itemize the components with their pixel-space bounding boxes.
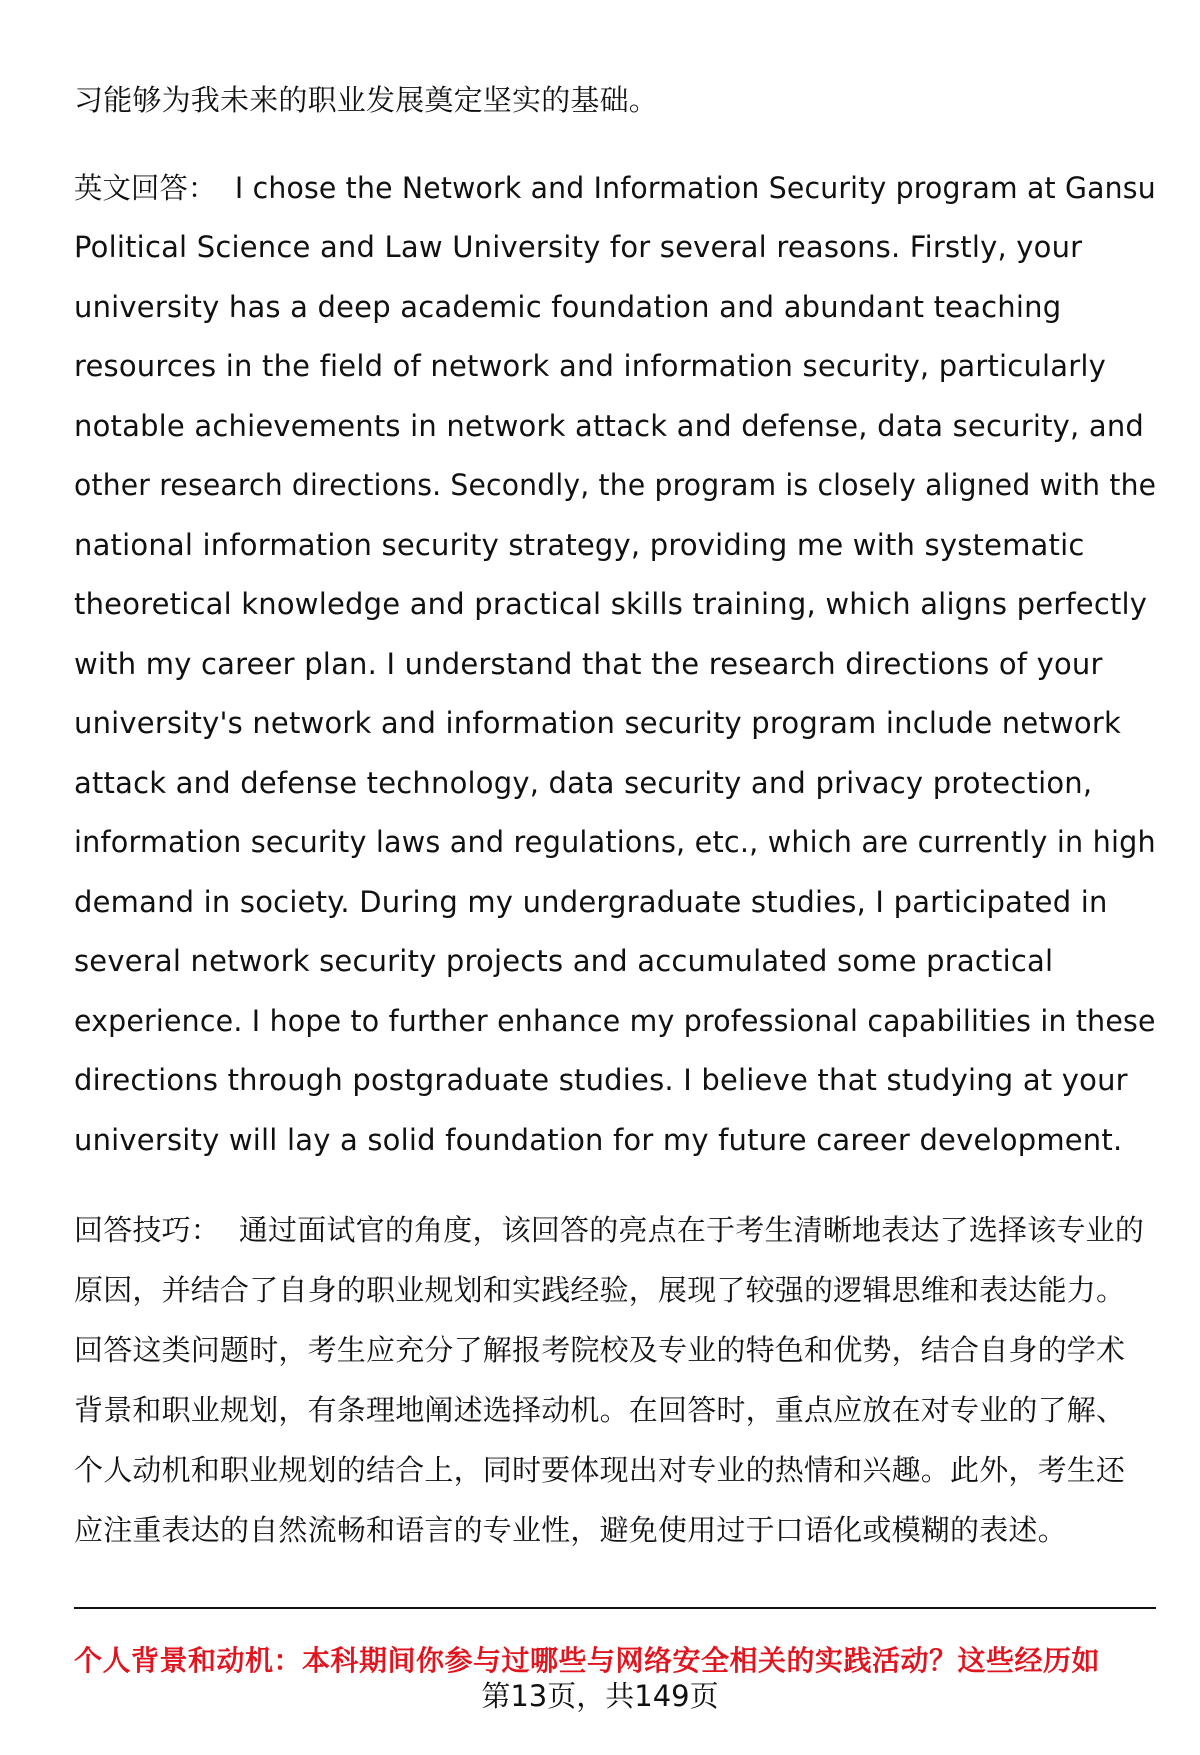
- answer-line: attack and defense technology, data security and privacy protection,: [74, 766, 1093, 800]
- page-number: 第13页，共149页: [481, 1679, 719, 1713]
- tips-line: 背景和职业规划，有条理地阐述选择动机。在回答时，重点应放在对专业的了解、: [74, 1393, 1126, 1427]
- answer-line: I chose the Network and Information Security program at Gansu: [234, 171, 1156, 205]
- answer-line: university has a deep academic foundation and abundant teaching: [74, 290, 1062, 324]
- tips-line: 原因，并结合了自身的职业规划和实践经验，展现了较强的逻辑思维和表达能力。: [74, 1273, 1126, 1307]
- answer-line: several network security projects and accumulated some practical: [74, 944, 1054, 978]
- tips-label: 回答技巧：: [74, 1213, 221, 1247]
- answer-line: other research directions. Secondly, the program is closely aligned with the: [74, 468, 1157, 502]
- tips-first-line: [74, 1210, 1144, 1250]
- tips-line: 应注重表达的自然流畅和语言的专业性，避免使用过于口语化或模糊的表述。: [74, 1513, 1067, 1547]
- answer-line: university will lay a solid foundation for my future career development.: [74, 1123, 1123, 1157]
- answer-line: directions through postgraduate studies. I believe that studying at your: [74, 1063, 1128, 1097]
- next-question-heading: 个人背景和动机：本科期间你参与过哪些与网络安全相关的实践活动？这些经历如: [74, 1644, 1101, 1677]
- answer-line: information security laws and regulations, etc., which are currently in high: [74, 825, 1156, 859]
- answer-line: demand in society. During my undergraduate studies, I participated in: [74, 885, 1108, 919]
- answer-line: Political Science and Law University for several reasons. Firstly, your: [74, 230, 1083, 264]
- tips-line: 通过面试官的角度，该回答的亮点在于考生清晰地表达了选择该专业的: [238, 1213, 1145, 1247]
- divider: [74, 1607, 1156, 1609]
- answer-line: university's network and information security program include network: [74, 706, 1121, 740]
- english-answer-first-line: [74, 168, 1156, 208]
- answer-line: resources in the field of network and information security, particularly: [74, 349, 1106, 383]
- tips-line: 个人动机和职业规划的结合上，同时要体现出对专业的热情和兴趣。此外，考生还: [74, 1453, 1126, 1487]
- intro-line: 习能够为我未来的职业发展奠定坚实的基础。: [74, 83, 659, 117]
- answer-line: theoretical knowledge and practical skills training, which aligns perfectly: [74, 587, 1148, 621]
- answer-line: notable achievements in network attack and defense, data security, and: [74, 409, 1145, 443]
- tips-line: 回答这类问题时，考生应充分了解报考院校及专业的特色和优势，结合自身的学术: [74, 1333, 1126, 1367]
- answer-line: national information security strategy, providing me with systematic: [74, 528, 1085, 562]
- answer-line: experience. I hope to further enhance my professional capabilities in these: [74, 1004, 1156, 1038]
- answer-line: with my career plan. I understand that the research directions of your: [74, 647, 1103, 681]
- english-answer-label: 英文回答：: [74, 171, 217, 205]
